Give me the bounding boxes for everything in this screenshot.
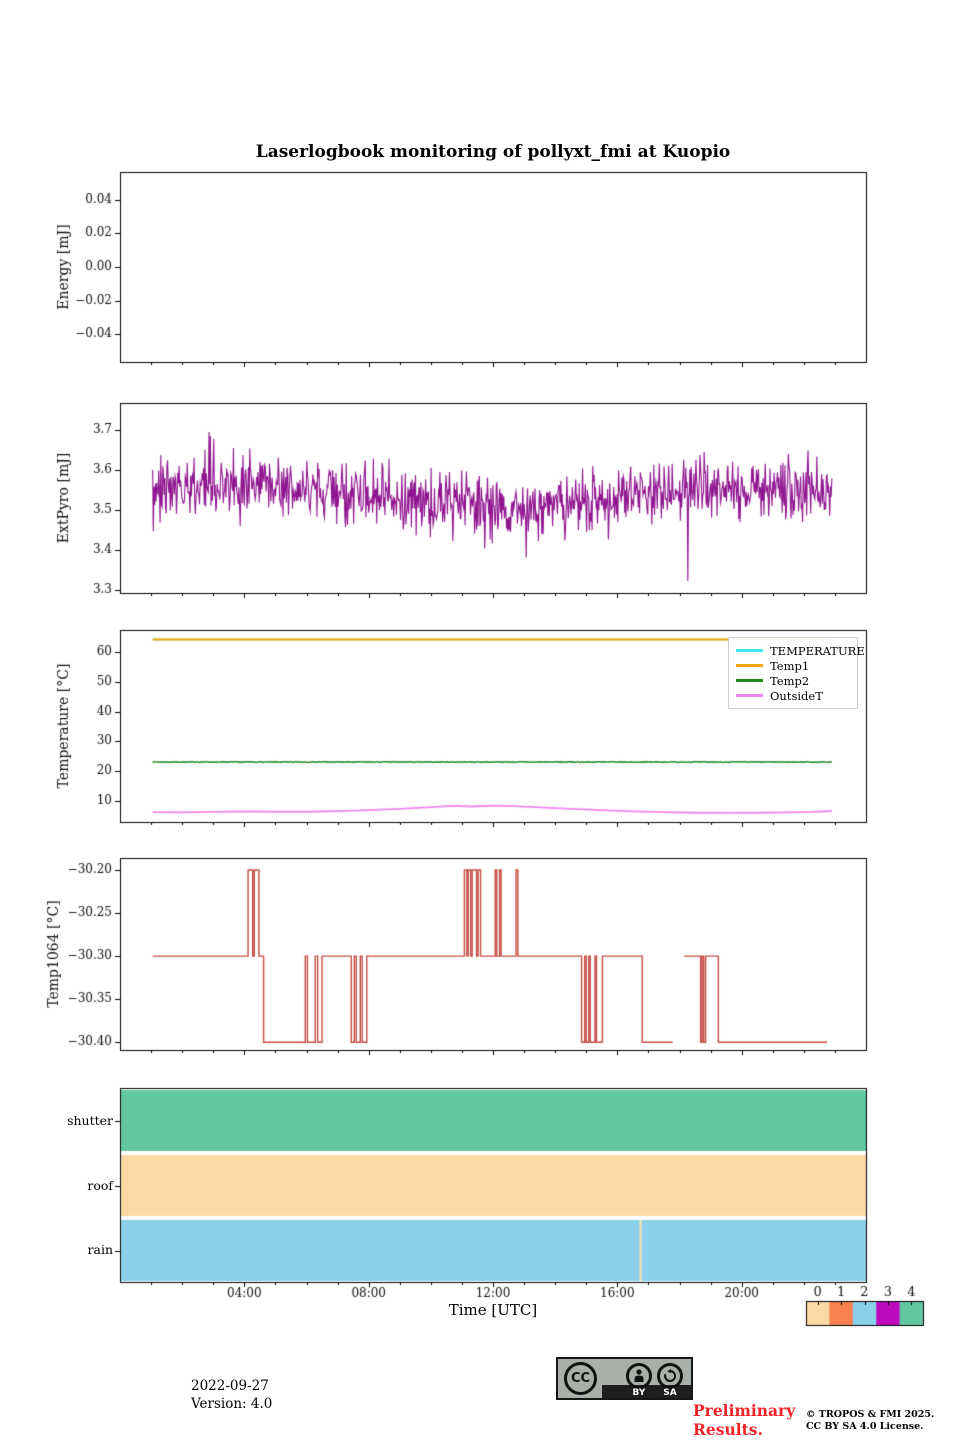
- legend-swatch-outsidet: [736, 694, 763, 697]
- cc-sa-label: SA: [663, 1388, 677, 1398]
- cc-by-person-icon: [626, 1363, 652, 1389]
- legend-label: TEMPERATURE: [770, 643, 865, 658]
- status-row-label-rain: rain: [87, 1242, 113, 1257]
- cc-sa-arrow-icon: [657, 1363, 683, 1389]
- temperature-legend: [728, 637, 865, 709]
- figure-title: Laserlogbook monitoring of pollyxt_fmi at Kuopio: [255, 142, 731, 162]
- legend-entry: [736, 643, 865, 658]
- legend-label: Temp1: [770, 658, 810, 673]
- cc-icon: CC: [564, 1362, 597, 1395]
- legend-swatch-temp1: [736, 664, 763, 667]
- preliminary-results-note: Preliminary Results.: [693, 1401, 796, 1440]
- date-version-block: [191, 1378, 272, 1414]
- status-row-label-shutter: shutter: [67, 1113, 113, 1128]
- legend-entry: [736, 688, 851, 703]
- date-text: 2022-09-27: [191, 1378, 269, 1394]
- legend-swatch-temperature: [736, 649, 763, 652]
- legend-swatch-temp2: [736, 679, 763, 682]
- cc-by-sa-badge: [556, 1357, 693, 1400]
- legend-entry: [736, 658, 851, 673]
- legend-entry: [736, 673, 851, 688]
- copyright-note: © TROPOS & FMI 2025. CC BY SA 4.0 License.: [806, 1409, 935, 1433]
- status-row-label-roof: roof: [87, 1178, 113, 1193]
- legend-label: Temp2: [770, 673, 810, 688]
- cc-by-label: BY: [632, 1388, 646, 1398]
- legend-label: OutsideT: [770, 688, 823, 703]
- x-axis-label: Time [UTC]: [448, 1301, 538, 1319]
- version-text: Version: 4.0: [191, 1395, 273, 1412]
